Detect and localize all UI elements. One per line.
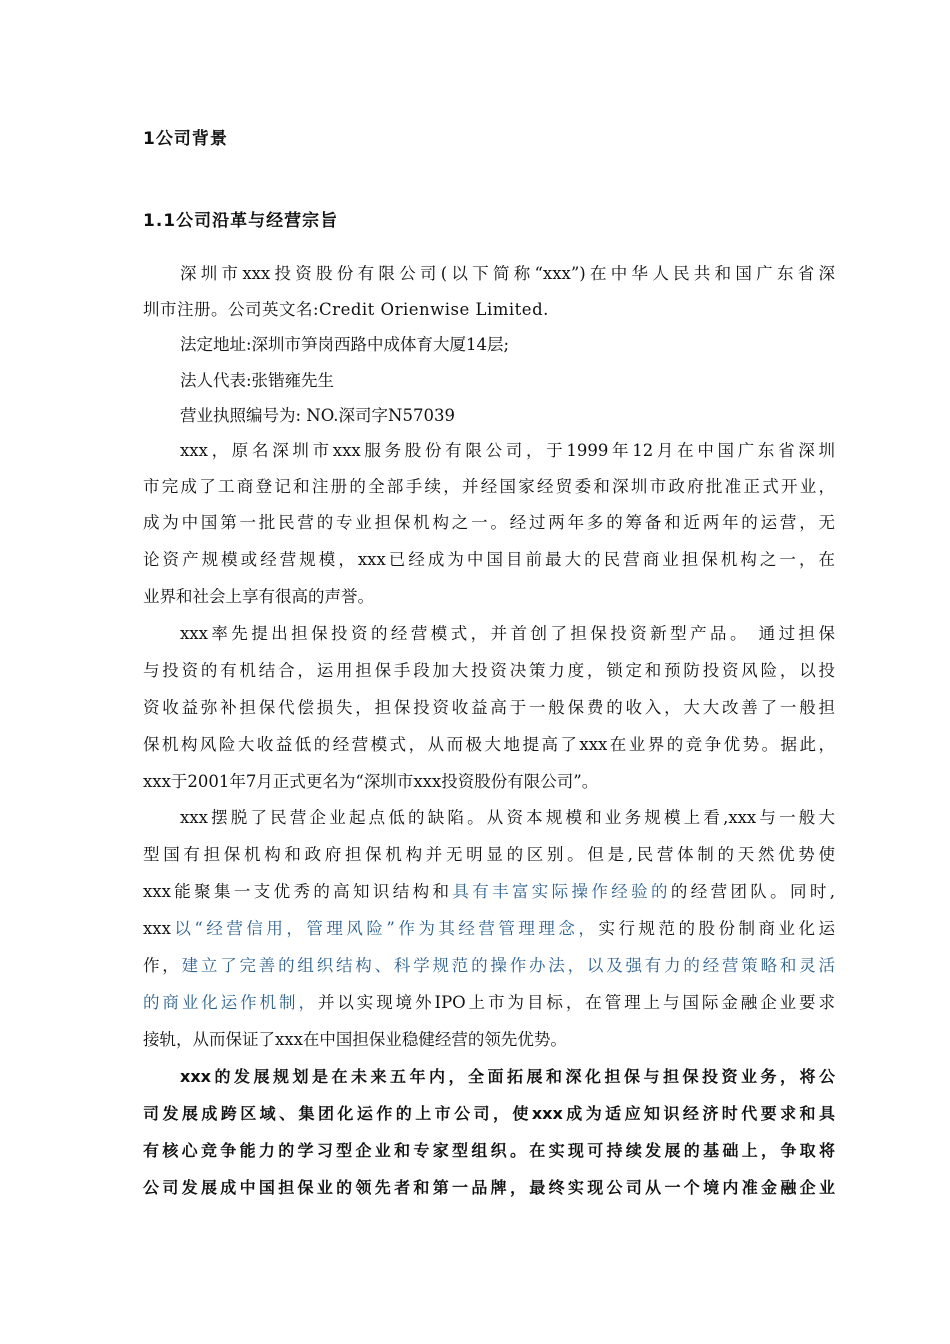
section-heading: 1公司背景 bbox=[143, 129, 228, 149]
para4-line: 司发展成跨区域、集团化运作的上市公司，使xxx成为适应知识经济时代要求和具 bbox=[143, 1104, 835, 1123]
para3-line bbox=[143, 954, 835, 978]
para3-highlight: 以“经营信用，管理风险”作为其经营管理理念， bbox=[170, 919, 599, 938]
para3-text: xxx bbox=[143, 919, 171, 938]
para3-text: 实行规范的股份制商业化运 bbox=[598, 919, 835, 938]
para2-line: 与投资的有机结合，运用担保手段加大投资决策力度，锁定和预防投资风险，以投 bbox=[143, 661, 835, 680]
intro-line-2: 圳市注册。公司英文名:Credit Orienwise Limited. bbox=[143, 300, 549, 319]
para1-line: 成为中国第一批民营的专业担保机构之一。经过两年多的筹备和近两年的运营，无 bbox=[143, 513, 835, 532]
para4-line: 公司发展成中国担保业的领先者和第一品牌，最终实现公司从一个境内准金融企业 bbox=[143, 1178, 835, 1197]
para4-line: xxx的发展规划是在未来五年内，全面拓展和深化担保与担保投资业务，将公 bbox=[180, 1067, 835, 1086]
para3-line bbox=[143, 880, 835, 904]
para3-text: xxx能聚集一支优秀的高知识结构和 bbox=[143, 882, 453, 901]
para4-line: 有核心竞争能力的学习型企业和专家型组织。在实现可持续发展的基础上，争取将 bbox=[143, 1141, 835, 1160]
para2-line: xxx率先提出担保投资的经营模式，并首创了担保投资新型产品。 通过担保 bbox=[180, 624, 835, 643]
para3-line: 接轨，从而保证了xxx在中国担保业稳健经营的领先优势。 bbox=[143, 1030, 567, 1049]
para3-highlight: 的商业化运作机制， bbox=[143, 993, 318, 1012]
para3-line bbox=[143, 917, 835, 941]
intro-line-1: 深圳市xxx投资股份有限公司(以下简称“xxx”)在中华人民共和国广东省深 bbox=[180, 264, 835, 283]
para3-highlight: 建立了完善的组织结构、科学规范的操作办法，以及强有力的经营策略和灵活 bbox=[181, 956, 835, 975]
subsection-heading: 1.1公司沿革与经营宗旨 bbox=[143, 211, 339, 231]
para3-line: xxx摆脱了民营企业起点低的缺陷。从资本规模和业务规模上看,xxx与一般大 bbox=[180, 808, 835, 827]
para2-line: 保机构风险大收益低的经营模式，从而极大地提高了xxx在业界的竞争优势。据此， bbox=[143, 735, 835, 754]
para3-highlight: 具有丰富实际操作经验的 bbox=[452, 882, 671, 901]
para3-text: 作， bbox=[143, 956, 182, 975]
para3-text: 并以实现境外IPO上市为目标，在管理上与国际金融企业要求 bbox=[317, 993, 835, 1012]
para1-line: xxx，原名深圳市xxx服务股份有限公司，于1999年12月在中国广东省深圳 bbox=[180, 441, 835, 460]
business-license-number: 营业执照编号为: NO.深司字N57039 bbox=[180, 406, 455, 425]
para1-line: 论资产规模或经营规模，xxx已经成为中国目前最大的民营商业担保机构之一，在 bbox=[143, 550, 835, 569]
legal-representative: 法人代表:张锴雍先生 bbox=[180, 371, 335, 390]
para1-line: 业界和社会上享有很高的声誉。 bbox=[143, 587, 374, 606]
para2-line: 资收益弥补担保代偿损失，担保投资收益高于一般保费的收入，大大改善了一般担 bbox=[143, 698, 835, 717]
para2-line: xxx于2001年7月正式更名为“深圳市xxx投资股份有限公司”。 bbox=[143, 772, 599, 791]
para3-line bbox=[143, 991, 835, 1015]
para3-text: 的经营团队。同时, bbox=[670, 882, 835, 901]
para3-line: 型国有担保机构和政府担保机构并无明显的区别。但是,民营体制的天然优势使 bbox=[143, 845, 835, 864]
legal-address: 法定地址:深圳市笋岗西路中成体育大厦14层; bbox=[180, 335, 510, 354]
para1-line: 市完成了工商登记和注册的全部手续，并经国家经贸委和深圳市政府批准正式开业， bbox=[143, 477, 835, 496]
